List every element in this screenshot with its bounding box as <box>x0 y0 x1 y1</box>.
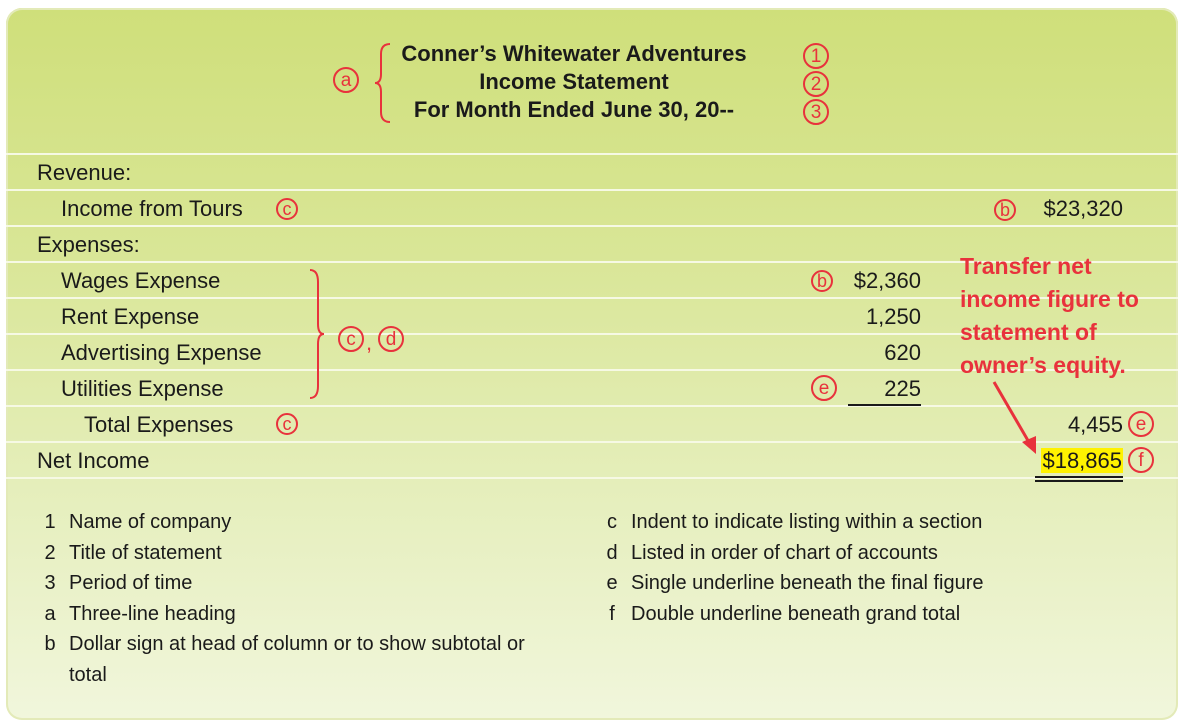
legend-right <box>593 507 1073 629</box>
expense-amount-wages: $2,360 <box>853 268 921 293</box>
row-divider <box>6 189 1178 191</box>
income-from-tours-amount: $23,320 <box>1043 196 1123 221</box>
legend-item: d Listed in order of chart of accounts <box>606 541 938 564</box>
single-underline <box>848 404 921 406</box>
total-expenses-label: Total Expenses <box>84 412 234 437</box>
expenses-brace-icon <box>306 268 328 400</box>
row-divider <box>6 477 1178 479</box>
expense-amount-advertising: 620 <box>884 340 921 365</box>
marker-b: b <box>811 270 833 292</box>
legend-item: b Dollar sign at head of column or to show subtotal or total <box>44 633 525 686</box>
marker-comma: , <box>366 330 373 355</box>
net-income-amount <box>1041 448 1123 474</box>
row-divider <box>6 153 1178 155</box>
expense-amount-rent: 1,250 <box>865 304 921 329</box>
expense-label-wages: Wages Expense <box>61 268 221 293</box>
legend-item: c Indent to indicate listing within a section <box>607 511 983 533</box>
revenue-label: Revenue: <box>37 160 132 185</box>
income-statement-card <box>6 8 1178 720</box>
expense-label-utilities: Utilities Expense <box>61 376 224 401</box>
marker-1: 1 <box>803 43 829 69</box>
legend-item: 2 Title of statement <box>44 541 222 564</box>
double-underline-bottom <box>1035 480 1123 482</box>
heading-brace-icon <box>372 42 394 124</box>
legend-left <box>31 507 541 690</box>
income-from-tours-label: Income from Tours <box>61 196 243 221</box>
marker-c: c <box>276 413 298 435</box>
net-income-value: $18,865 <box>1042 448 1122 473</box>
double-underline-top <box>1035 476 1123 478</box>
marker-c: c <box>338 326 364 352</box>
transfer-note: Transfer net income figure to statement of owner’s equity. <box>960 253 1139 378</box>
row-divider <box>6 225 1178 227</box>
marker-e: e <box>811 375 837 401</box>
marker-a: a <box>333 67 359 93</box>
legend-item: e Single underline beneath the final figure <box>606 572 984 594</box>
legend-item: 1 Name of company <box>44 511 232 533</box>
expense-label-rent: Rent Expense <box>61 304 200 329</box>
marker-2: 2 <box>803 71 829 97</box>
total-expenses-amount: 4,455 <box>1067 412 1123 437</box>
legend-item: f Double underline beneath grand total <box>609 602 961 625</box>
statement-title: Income Statement <box>479 69 669 94</box>
legend-item: 3 Period of time <box>44 572 193 594</box>
arrow-icon <box>986 378 1056 458</box>
net-income-label: Net Income <box>37 448 150 473</box>
marker-d: d <box>378 326 404 352</box>
marker-e: e <box>1128 411 1154 437</box>
marker-f: f <box>1128 447 1154 473</box>
expenses-label: Expenses: <box>37 232 140 257</box>
expense-amount-utilities: 225 <box>884 376 921 401</box>
marker-3: 3 <box>803 99 829 125</box>
company-name: Conner’s Whitewater Adventures <box>401 41 747 66</box>
legend-item: a Three-line heading <box>44 602 236 625</box>
expense-label-advertising: Advertising Expense <box>61 340 262 365</box>
marker-c: c <box>276 198 298 220</box>
statement-period: For Month Ended June 30, 20-- <box>413 97 735 122</box>
marker-b: b <box>994 199 1016 221</box>
